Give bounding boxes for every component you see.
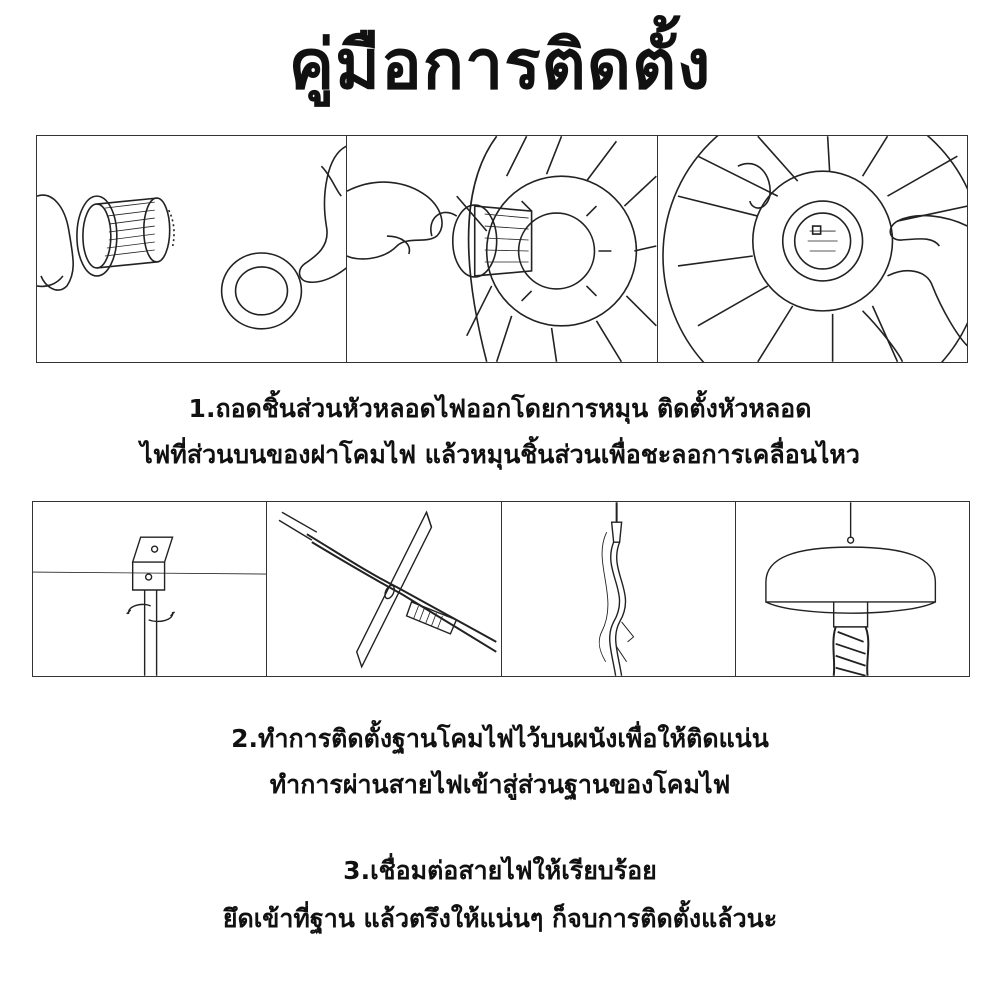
step1-illustrations — [36, 135, 968, 363]
step3-caption-line2: ยึดเข้าที่ฐาน แล้วตรึงให้แน่นๆ ก็จบการติดตั้งแล้วนะ — [222, 904, 778, 933]
illustration-wire-connection — [502, 502, 736, 676]
step2-caption-line2: ทำการผ่านสายไฟเข้าสู่ส่วนฐานของโคมไฟ — [269, 770, 731, 799]
step1-caption-line1: 1.ถอดชิ้นส่วนหัวหลอดไฟออกโดยการหมุน ติดตั้งหัวหลอด — [188, 394, 812, 423]
step2-caption-line1: 2.ทำการติดตั้งฐานโคมไฟไว้บนผนังเพื่อให้ติดแน่น — [231, 724, 769, 753]
step2-illustrations — [32, 501, 970, 677]
illustration-canopy-with-wire — [267, 502, 501, 676]
step1-caption-line2: ไฟที่ส่วนบนของฝาโคมไฟ แล้วหมุนชิ้นส่วนเพื่อชะลอการเคลื่อนไหว — [140, 440, 860, 469]
page-title: คู่มือการติดตั้ง — [288, 26, 712, 105]
illustration-unscrew-socket-ring — [37, 136, 347, 362]
illustration-ceiling-bracket — [33, 502, 267, 676]
illustration-canopy-installed — [736, 502, 969, 676]
step3-caption-line1: 3.เชื่อมต่อสายไฟให้เรียบร้อย — [343, 856, 657, 885]
illustration-tighten-socket-inside-shade — [658, 136, 967, 362]
illustration-attach-socket-to-shade — [347, 136, 657, 362]
